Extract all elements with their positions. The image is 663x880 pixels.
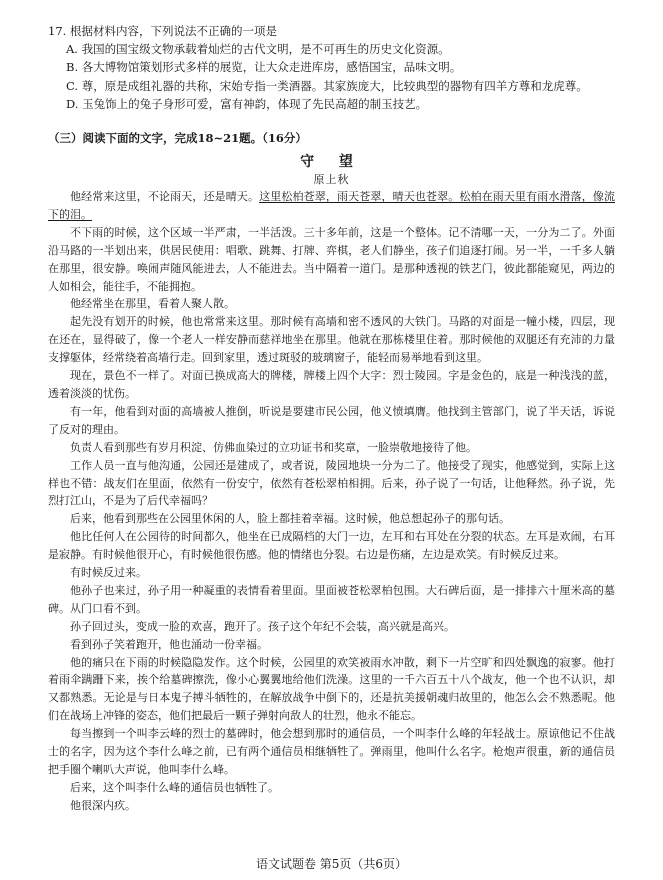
article-body xyxy=(48,188,615,815)
paragraph: 现在，景色不一样了。对面已换成高大的牌楼，牌楼上四个大字：烈士陵园。字是金色的，底是一种浅浅的蓝，透着淡淡的忧伤。 xyxy=(48,369,615,400)
paragraph: 有时候反过来。 xyxy=(70,566,147,580)
paragraph: 起先没有划开的时候，他也常常来这里。那时候有高墙和密不透风的大铁门。马路的对面是一幢小楼，四层，现在还在，显得破了，像一个老人一样安静而慈祥地坐在那里。他就在那栋楼里住着。那时候他的双腿还有充沛的力量支撑躯体，经常绕着高墙行走。回到家里，透过斑驳的玻璃窗子，能轻而易举地看到这里。 xyxy=(48,315,615,365)
paragraph: 后来，这个叫李什么峰的通信员也牺牲了。 xyxy=(70,780,279,794)
paragraph: 负责人看到那些有岁月积淀、仿佛血染过的立功证书和奖章，一脸崇敬地接待了他。 xyxy=(70,440,477,454)
option-c: C. 尊，原是成组礼器的共称，宋始专指一类酒器。其家族庞大，比较典型的器物有四羊方尊和龙虎尊。 xyxy=(66,78,588,93)
section-heading: （三）阅读下面的文字，完成18~21题。（16分） xyxy=(48,131,307,145)
option-d: D. 玉兔饰上的兔子身形可爱，富有神韵，体现了先民高超的制玉技艺。 xyxy=(66,96,428,111)
paragraph: 他孙子也来过，孙子用一种凝重的表情看着里面。里面被苍松翠柏包围。大石碑后面，是一排排六十厘米高的墓碑。从门口看不到。 xyxy=(48,583,615,615)
article-author: 原上秋 xyxy=(313,173,350,186)
paragraph: 他很深内疚。 xyxy=(70,798,136,812)
question-17 xyxy=(48,22,648,113)
paragraph xyxy=(48,188,615,224)
option-b: B. 各大博物馆策划形式多样的展览，让大众走进库房，感悟国宝，品味文明。 xyxy=(66,60,462,75)
paragraph: 每当擦到一个叫李云峰的烈士的墓碑时，他会想到那时的通信员，一个叫李什么峰的年轻战士。原谅他记不住战士的名字，因为这个李什么峰之前，已有两个通信员相继牺牲了。弹雨里，他叫什么名字。枪炮声很重，新的通信员把手圈个喇叭大声说，他叫李什么峰。 xyxy=(48,727,615,776)
paragraph: 工作人员一直与他沟通，公园还是建成了，或者说，陵园地块一分为二了。他接受了现实，他感觉到，实际上这样也不错：战友们在里面，依然有一份安宁，依然有苍松翠柏相拥。后来，孙子说了一句话，让他释然。孙子说，先烈打江山，不是为了后代幸福吗？ xyxy=(48,458,615,508)
paragraph: 他的痛只在下雨的时候隐隐发作。这个时候，公园里的欢笑被雨水冲散，剩下一片空旷和四处飘逸的寂寥。他打着雨伞蹒跚下来，挨个给墓碑擦洗，像小心翼翼地给他们洗澡。这里的一千六百五十八个战友，他一个也不认识，却又都熟悉。无论是与日本鬼子搏斗牺牲的，在解放战争中倒下的，还是抗美援朝魂归故里的，他怎么会不熟悉呢。他们在战场上冲锋的姿态，他们把最后一颗子弹射向敌人的壮烈，他永不能忘。 xyxy=(48,655,615,723)
article-title: 守 望 xyxy=(300,154,363,170)
underlined-sentence: 这里松柏苍翠，雨天苍翠，晴天也苍翠。松柏在雨天里有雨水滑落，像流下的泪。 xyxy=(48,190,615,221)
paragraph: 不下雨的时候，这个区域一半严肃，一半活泼。三十多年前，这是一个整体。记不清哪一天，一分为二了。外面沿马路的一半划出来，供居民使用：唱歌、跳舞、打牌、弈棋，老人们静坐，孩子们追逐打闹。另一半，一千多人躺在那里，很安静。唤闹声随风能进去，人不能进去。当中隔着一道门。是那种透视的铁艺门，彼此都能窥见，两边的人如相会，能往手，不能拥抱。 xyxy=(48,225,615,293)
paragraph: 看到孙子笑着跑开，他也涌动一份幸福。 xyxy=(70,637,268,651)
paragraph-lead: 他经常来这里，不论雨天，还是晴天。 xyxy=(70,190,260,203)
question-stem: 17. 根据材料内容，下列说法不正确的一项是 xyxy=(48,24,277,38)
page-footer: 语文试题卷 第5页（共6页） xyxy=(255,857,408,871)
paragraph: 有一年，他看到对面的高墙被人推倒，听说是要建市民公园，他义愤填膺。他找到主管部门，说了半天话，诉说了反对的理由。 xyxy=(48,404,615,436)
paragraph: 他比任何人在公园待的时间都久，他坐在已成隔档的大门一边，左耳和右耳处在分裂的状态。左耳是欢闹，右耳是寂静。有时候他很开心，有时候他很伤感。他的情绪也分裂。右边是伤痛，左边是欢笑。有时候反过来。 xyxy=(48,530,615,562)
option-a: A. 我国的国宝级文物承载着灿烂的古代文明，是不可再生的历史文化资源。 xyxy=(66,42,450,57)
paragraph: 后来，他看到那些在公园里休闲的人，脸上都挂着幸福。这时候，他总想起孙子的那句话。 xyxy=(70,512,510,526)
paragraph: 孙子回过头，变成一脸的欢喜，跑开了。孩子这个年纪不会装，高兴就是高兴。 xyxy=(70,619,455,633)
paragraph: 他经常坐在那里，看着人聚人散。 xyxy=(70,297,235,311)
